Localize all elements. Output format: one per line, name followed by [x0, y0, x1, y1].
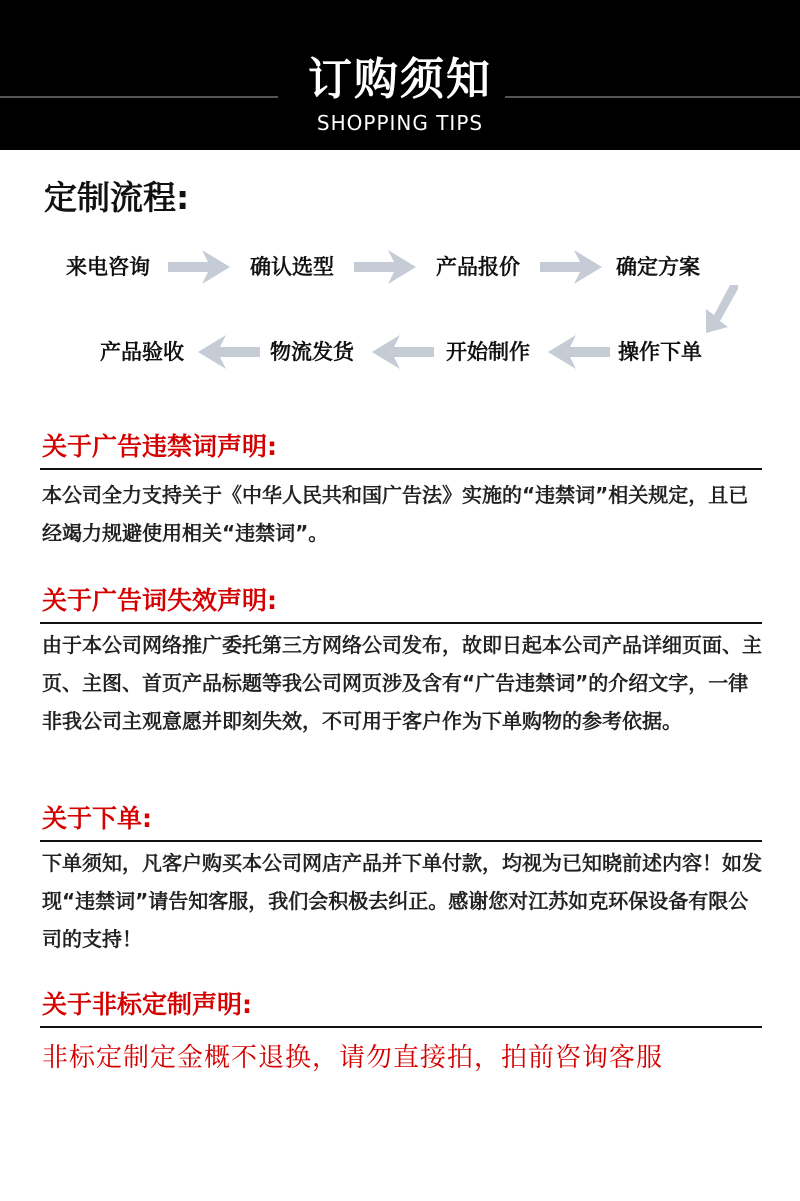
- section-divider: [40, 1026, 762, 1028]
- arrow-left-icon: [548, 335, 610, 369]
- header-banner: [0, 0, 800, 150]
- arrow-left-icon: [372, 335, 434, 369]
- section-heading-ordering: 关于下单:: [42, 804, 152, 833]
- section-body-ordering: 下单须知，凡客户购买本公司网店产品并下单付款，均视为已知晓前述内容！如发现“违禁词”请告知客服，我们会积极去纠正。感谢您对江苏如克环保设备有限公司的支持！: [42, 851, 762, 951]
- section-divider: [40, 468, 762, 470]
- arrow-right-icon: [540, 250, 602, 284]
- flow-step: 确定方案: [616, 255, 700, 279]
- section-heading-banned-words: 关于广告违禁词声明:: [42, 432, 277, 461]
- flow-step: 产品报价: [436, 255, 520, 279]
- section-body-banned-words: 本公司全力支持关于《中华人民共和国广告法》实施的“违禁词”相关规定，且已经竭力规避使用相关“违禁词”。: [42, 483, 749, 545]
- flow-step: 开始制作: [446, 340, 530, 364]
- section-divider: [40, 840, 762, 842]
- flow-heading: 定制流程:: [44, 178, 190, 217]
- arrow-right-icon: [168, 250, 230, 284]
- flow-step: 物流发货: [270, 340, 354, 364]
- page-title: 订购须知: [308, 54, 492, 105]
- section-heading-custom: 关于非标定制声明:: [42, 990, 252, 1019]
- section-heading-ad-invalid: 关于广告词失效声明:: [42, 586, 277, 615]
- flow-step: 来电咨询: [66, 255, 150, 279]
- arrow-right-icon: [354, 250, 416, 284]
- section-divider: [40, 622, 762, 624]
- flow-step: 确认选型: [250, 255, 334, 279]
- section-body-ad-invalid: 由于本公司网络推广委托第三方网络公司发布，故即日起本公司产品详细页面、主页、主图、首页产品标题等我公司网页涉及含有“广告违禁词”的介绍文字，一律非我公司主观意愿并即刻失效，不可用于客户作为下单购物的参考依据。: [42, 633, 762, 733]
- page-subtitle: SHOPPING TIPS: [316, 111, 484, 135]
- section-body-custom: 非标定制定金概不退换，请勿直接拍，拍前咨询客服: [42, 1043, 664, 1073]
- arrow-down-left-icon: [700, 285, 744, 335]
- arrow-left-icon: [198, 335, 260, 369]
- flow-step: 操作下单: [618, 340, 702, 364]
- flow-step: 产品验收: [100, 340, 184, 364]
